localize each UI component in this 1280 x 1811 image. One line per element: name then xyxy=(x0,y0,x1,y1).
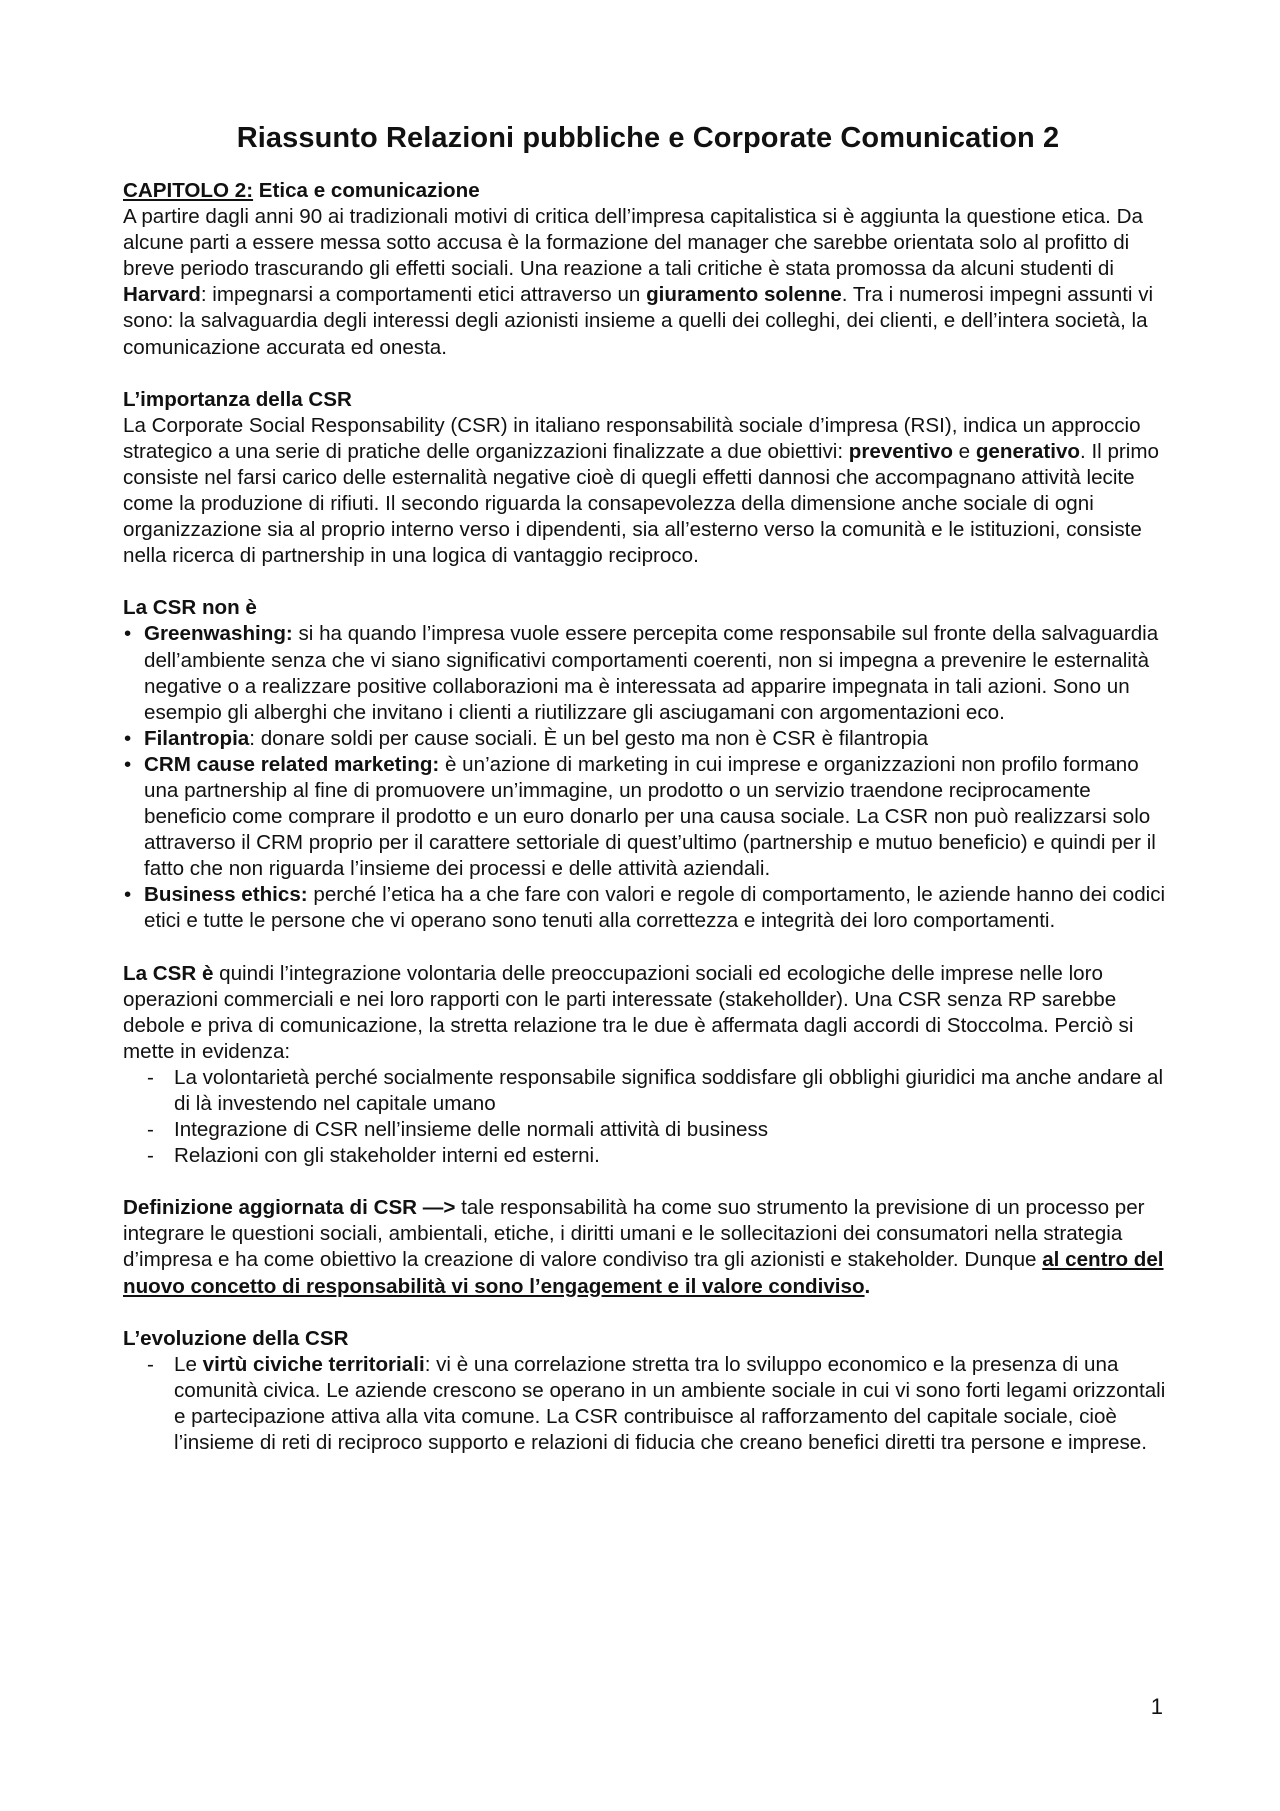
definizione-end: . xyxy=(864,1274,871,1298)
evoluzione-heading: L’evoluzione della CSR xyxy=(123,1326,349,1350)
spacer xyxy=(123,361,1173,387)
definizione-paragraph xyxy=(123,1195,1173,1299)
document-content xyxy=(123,121,1173,1456)
list-item-text: si ha quando l’impresa vuole essere percepita come responsabile sul fronte della salvaguardia dell’ambiente senza che vi siano significativi comportamenti coerenti, non si impegna a prevenire le esternalità negative o a realizzare positive collaborazioni ma è interessata ad apparire impegnata in tali azioni. Sono un esempio gli alberghi che invitano i clienti a riutilizzare gli asciugamani con argomentazioni eco. xyxy=(144,622,1159,724)
importanza-bold-generativo: generativo xyxy=(975,439,1080,463)
list-item xyxy=(147,1117,1173,1143)
list-item-term: CRM cause related marketing: xyxy=(144,752,440,776)
chapter-bold-harvard: Harvard xyxy=(123,283,201,307)
list-item-text: perché l’etica ha a che fare con valori e regole di comportamento, le aziende hanno dei codici etici e tutte le persone che vi operano sono tenuti alla correttezza e integrità dei loro comportamenti. xyxy=(144,883,1166,933)
list-item-term: Greenwashing: xyxy=(144,622,293,646)
quindi-list xyxy=(123,1065,1173,1169)
spacer xyxy=(123,935,1173,961)
chapter-text-1: A partire dagli anni 90 ai tradizionali motivi di critica dell’impresa capitalistica si è aggiunta la questione etica. Da alcune parti a essere messa sotto accusa è la formazione del manager che sarebbe orientata solo al profitto di breve periodo trascurando gli effetti sociali. Una reazione a tali critiche è stata promossa da alcuni studenti di xyxy=(123,205,1143,281)
list-item xyxy=(123,726,1173,752)
definizione-lead: Definizione aggiornata di CSR —> xyxy=(123,1196,456,1220)
non-e-list xyxy=(123,621,1173,934)
list-item xyxy=(123,752,1173,882)
bullet-icon: • xyxy=(124,726,132,750)
spacer xyxy=(123,1169,1173,1195)
definizione-text: tale responsabilità ha come suo strumento la previsione di un processo per integrare le questioni sociali, ambientali, etiche, i diritti umani e le sollecitazioni dei consumatori nella strategia d’impresa e ha come obiettivo la creazione di valore condiviso tra gli azionisti e stakeholder. Dunque xyxy=(123,1196,1145,1272)
dash-icon: - xyxy=(147,1144,154,1168)
dash-icon: - xyxy=(147,1065,154,1089)
list-item xyxy=(147,1352,1173,1456)
list-item-text: è un’azione di marketing in cui imprese e organizzazioni non profilo formano una partnership al fine di promuovere un’immagine, un prodotto o un servizio traendone reciprocamente beneficio come comprare il prodotto e un euro donarlo per una causa sociale. La CSR non può realizzarsi solo attraverso il CRM proprio per il carattere settoriale di quest’ultimo (partnership e mutuo beneficio) e quindi per il fatto che non riguarda l’insieme dei processi e delle attività aziendali. xyxy=(144,752,1156,881)
quindi-paragraph xyxy=(123,961,1173,1065)
list-item xyxy=(147,1143,1173,1169)
importanza-heading: L’importanza della CSR xyxy=(123,387,352,411)
bullet-icon: • xyxy=(124,622,132,646)
chapter-text-3: . Tra i numerosi impegni assunti vi sono: la salvaguardia degli interessi degli azionisti insieme a quelli dei colleghi, dei clienti, e dell’intera società, la comunicazione accurata ed onesta. xyxy=(123,283,1154,359)
importanza-paragraph xyxy=(123,413,1173,570)
list-item-term: Filantropia xyxy=(144,726,250,750)
list-item-pre: Le xyxy=(174,1352,203,1376)
importanza-text-1: La Corporate Social Responsability (CSR) in italiano responsabilità sociale d’impresa (RSI), indica un approccio strategico a una serie di pratiche delle organizzazioni finalizzate a due obiettivi: xyxy=(123,413,1141,463)
spacer xyxy=(123,1300,1173,1326)
list-item xyxy=(147,1065,1173,1117)
chapter-label: CAPITOLO 2: xyxy=(123,179,254,202)
list-item-term: Business ethics: xyxy=(144,883,308,907)
list-item xyxy=(123,882,1173,934)
importanza-bold-preventivo: preventivo xyxy=(848,439,953,463)
quindi-lead: La CSR è xyxy=(123,961,214,985)
chapter-heading xyxy=(123,178,1173,204)
chapter-name: Etica e comunicazione xyxy=(253,179,480,202)
list-item-text: La volontarietà perché socialmente responsabile significa soddisfare gli obblighi giuridici ma anche andare al di là investendo nel capitale umano xyxy=(174,1065,1164,1115)
dash-icon: - xyxy=(147,1118,154,1142)
definizione-underlined: al centro del nuovo concetto di responsabilità vi sono l’engagement e il valore condiviso xyxy=(123,1248,1164,1298)
page-number: 1 xyxy=(1150,1694,1163,1719)
spacer xyxy=(123,569,1173,595)
list-item-text: : donare soldi per cause sociali. È un bel gesto ma non è CSR è filantropia xyxy=(249,726,929,750)
importanza-text-2: e xyxy=(952,439,976,463)
list-item-text: : vi è una correlazione stretta tra lo sviluppo economico e la presenza di una comunità civica. Le aziende crescono se operano in un ambiente sociale in cui vi sono forti legami orizzontali e partecipazione attiva alla vita comune. La CSR contribuisce al rafforzamento del capitale sociale, cioè l’insieme di reti di reciproco supporto e relazioni di fiducia che creano benefici diretti tra persone e imprese. xyxy=(174,1352,1166,1455)
dash-icon: - xyxy=(147,1352,154,1376)
evoluzione-list xyxy=(123,1352,1173,1456)
bullet-icon: • xyxy=(124,752,132,776)
bullet-icon: • xyxy=(124,883,132,907)
quindi-text: quindi l’integrazione volontaria delle preoccupazioni sociali ed ecologiche delle imprese nelle loro operazioni commerciali e nei loro rapporti con le parti interessate (stakehollder). Una CSR senza RP sarebbe debole e priva di comunicazione, la stretta relazione tra le due è affermata dagli accordi di Stoccolma. Perciò si mette in evidenza: xyxy=(123,961,1134,1063)
non-e-heading: La CSR non è xyxy=(123,596,257,620)
list-item-text: Relazioni con gli stakeholder interni ed esterni. xyxy=(174,1144,600,1168)
list-item-term: virtù civiche territoriali xyxy=(202,1352,425,1376)
list-item-text: Integrazione di CSR nell’insieme delle normali attività di business xyxy=(174,1118,769,1142)
list-item xyxy=(123,621,1173,725)
chapter-text-2: : impegnarsi a comportamenti etici attraverso un xyxy=(200,283,647,307)
document-title: Riassunto Relazioni pubbliche e Corporate Comunication 2 xyxy=(236,122,1060,154)
importanza-text-3: . Il primo consiste nel farsi carico delle esternalità negative cioè di quegli effetti dannosi che accompagnano attività lecite come la produzione di rifiuti. Il secondo riguarda la consapevolezza della dimensione anche sociale di ogni organizzazione sia al proprio interno verso i dipendenti, sia all’esterno verso la comunità e le istituzioni, consiste nella ricerca di partnership in una logica di vantaggio reciproco. xyxy=(123,439,1159,568)
chapter-paragraph xyxy=(123,204,1173,361)
chapter-bold-giuramento: giuramento solenne xyxy=(646,283,842,307)
